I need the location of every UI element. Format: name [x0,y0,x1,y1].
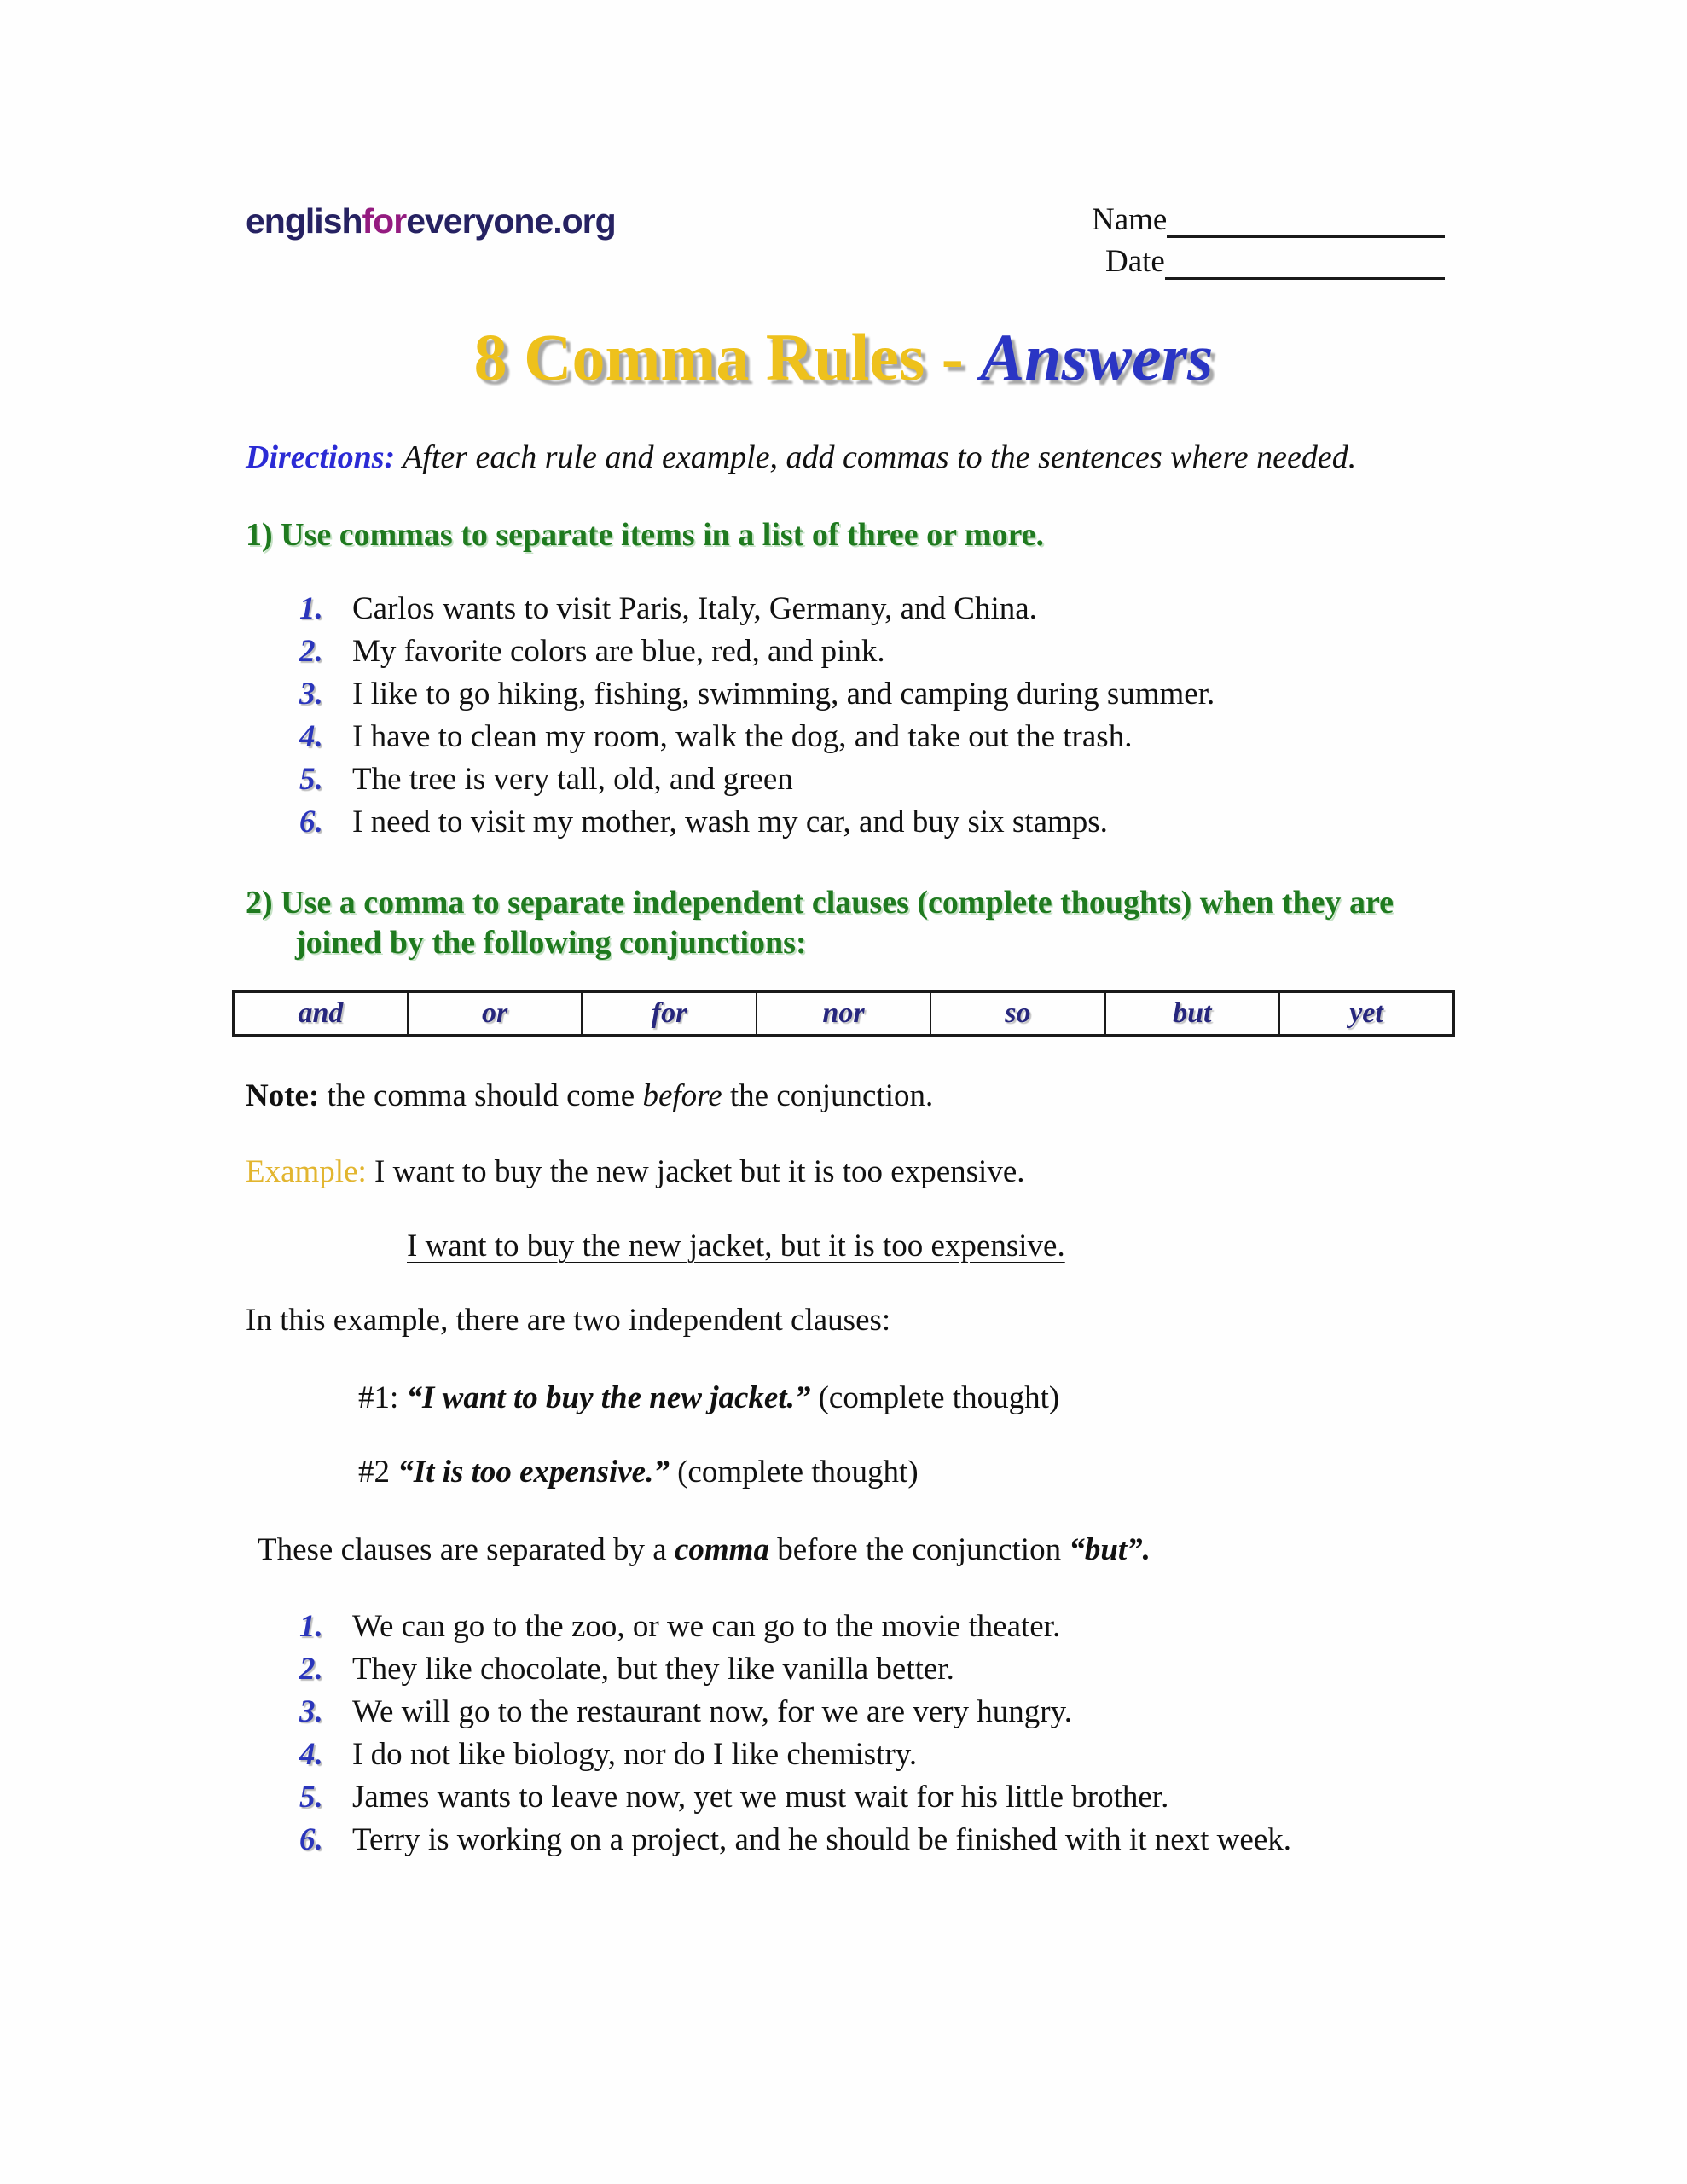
separated-but-word: “but”. [1069,1532,1151,1567]
list-item [299,1776,1687,1819]
item-text: They like chocolate, but they like vanilla better. [352,1652,954,1687]
corrected-sentence-text: I want to buy the new jacket, but it is too expensive. [407,1228,1065,1263]
example-text: I want to buy the new jacket but it is too expensive. [366,1154,1025,1189]
clause2-prefix: #2 [358,1455,398,1490]
corrected-sentence [407,1228,1687,1264]
directions-label: Directions: [246,439,396,475]
item-number: 1. [299,1609,323,1644]
directions [246,439,1687,476]
list-item [299,1819,1687,1862]
item-number: 6. [299,804,323,839]
list-item [299,1606,1687,1648]
clause2-suffix: (complete thought) [669,1455,919,1490]
conjunction-cell: and [234,992,408,1036]
item-text: I do not like biology, nor do I like chemistry. [352,1737,918,1772]
rule2-heading-line1: 2) Use a comma to separate independent clauses (complete thoughts) when they are [246,885,1394,921]
list-item [299,1691,1687,1734]
explanation-paragraph: In this example, there are two independent clauses: [246,1303,891,1338]
directions-text: After each rule and example, add commas to the sentences where needed. [395,439,1357,475]
separated-mid: before the conjunction [768,1532,1070,1567]
title-answers: Answers [980,320,1214,394]
title-main: 8 Comma Rules - [473,320,981,394]
note-label: Note: [246,1078,320,1113]
rule2-heading [246,883,1441,963]
note-word-before: before [642,1078,722,1113]
item-text: We can go to the zoo, or we can go to the movie theater. [352,1609,1061,1644]
rule2-heading-line2: joined by the following conjunctions: [295,925,807,961]
page-title [0,319,1687,396]
item-number: 2. [299,634,323,669]
conjunctions-row [234,992,1454,1036]
list-item [299,1648,1687,1691]
rule1-example-list [299,588,1687,844]
date-label: Date [1105,244,1165,279]
item-number: 3. [299,1694,323,1729]
clause2-quote: “It is too expensive.” [397,1455,670,1490]
rule2-example-list [299,1606,1687,1862]
item-text: I need to visit my mother, wash my car, and buy six stamps. [352,804,1108,839]
list-item [299,673,1687,716]
conjunction-cell: but [1105,992,1279,1036]
conjunction-cell: yet [1279,992,1453,1036]
name-date-block [1092,196,1445,280]
rule1-heading: 1) Use commas to separate items in a list of three or more. [246,517,1045,553]
item-text: The tree is very tall, old, and green [352,762,793,797]
list-item [299,716,1687,758]
note-text-post: the conjunction. [722,1078,934,1113]
list-item [299,1734,1687,1776]
date-row [1092,238,1445,280]
name-blank-line [1167,194,1445,238]
clause1-prefix: #1: [358,1380,407,1415]
conjunction-cell: nor [757,992,930,1036]
list-item [299,630,1687,673]
list-item [299,588,1687,630]
item-number: 1. [299,591,323,626]
example-label: Example: [246,1154,367,1189]
item-text: My favorite colors are blue, red, and pink. [352,634,885,669]
item-number: 5. [299,762,323,797]
clause-2 [358,1454,1687,1490]
note-text-pre: the comma should come [319,1078,643,1113]
item-number: 4. [299,1737,323,1772]
item-text: Carlos wants to visit Paris, Italy, Germany, and China. [352,591,1037,626]
logo-part-for: for [362,201,407,241]
page-header [0,0,1687,280]
conjunction-cell: so [930,992,1104,1036]
item-text: Terry is working on a project, and he should be finished with it next week. [352,1822,1291,1857]
item-number: 5. [299,1780,323,1815]
note-paragraph [246,1077,1687,1114]
clause1-suffix: (complete thought) [810,1380,1060,1415]
separated-paragraph [258,1531,1687,1568]
item-text: I like to go hiking, fishing, swimming, and camping during summer. [352,677,1215,712]
conjunction-cell: or [408,992,582,1036]
name-row [1092,196,1445,238]
clause-1 [358,1380,1687,1416]
item-text: We will go to the restaurant now, for we are very hungry. [352,1694,1072,1729]
list-item [299,758,1687,801]
item-number: 6. [299,1822,323,1857]
item-number: 4. [299,719,323,754]
logo-part-everyone: everyone.org [406,201,616,241]
item-text: James wants to leave now, yet we must wait for his little brother. [352,1780,1169,1815]
list-item [299,801,1687,844]
name-label: Name [1092,202,1168,237]
logo-part-english: english [246,201,362,241]
item-text: I have to clean my room, walk the dog, and take out the trash. [352,719,1133,754]
separated-pre: These clauses are separated by a [258,1532,675,1567]
site-logo [246,196,616,241]
conjunctions-table [232,990,1455,1037]
item-number: 2. [299,1652,323,1687]
clause1-quote: “I want to buy the new jacket.” [406,1380,811,1415]
item-number: 3. [299,677,323,712]
conjunction-cell: for [582,992,756,1036]
date-blank-line [1165,235,1445,280]
separated-comma-word: comma [674,1532,769,1567]
example-paragraph [246,1153,1687,1190]
